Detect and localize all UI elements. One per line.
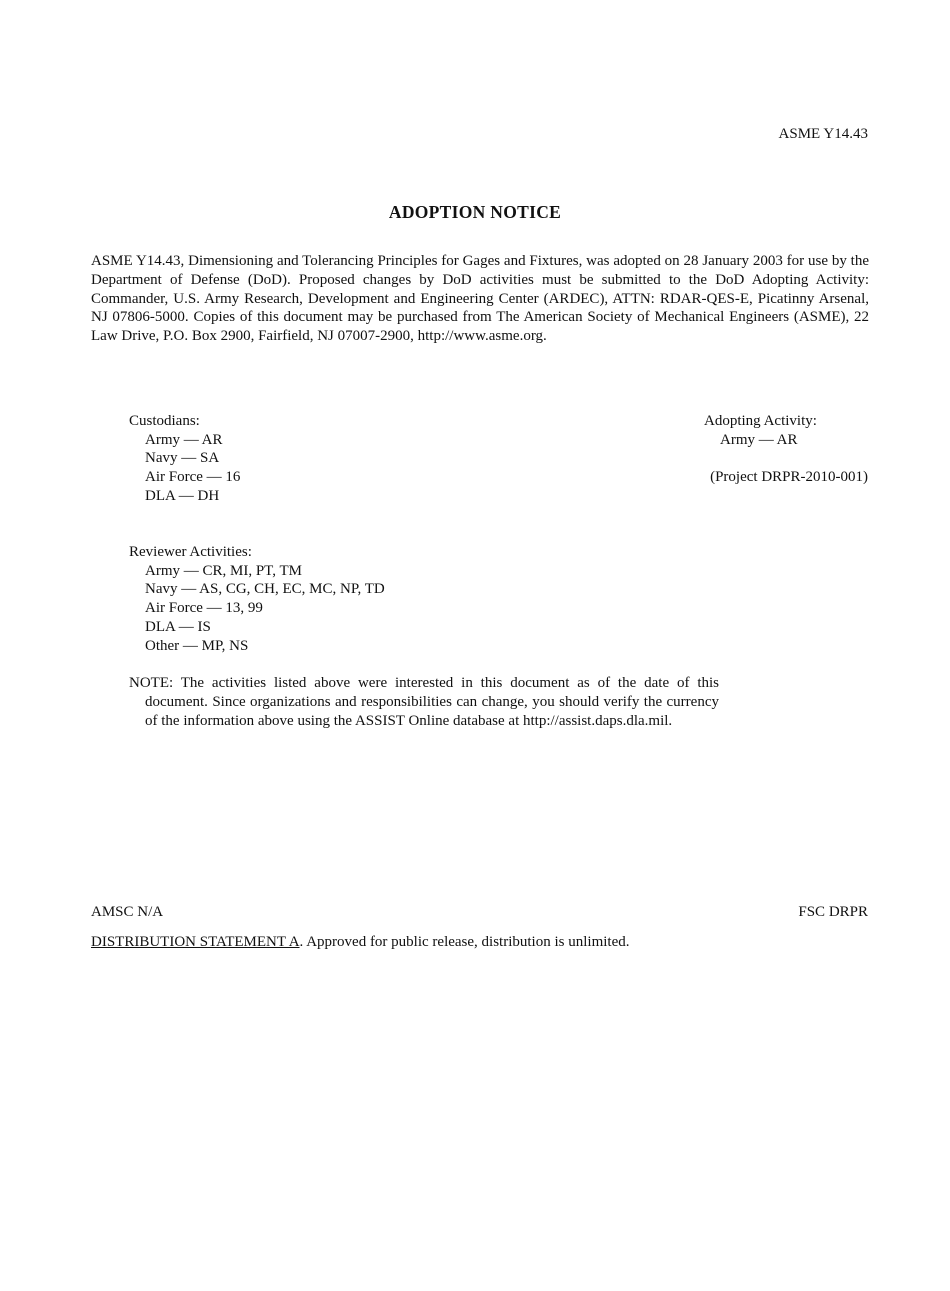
document-code: ASME Y14.43 [778, 126, 868, 142]
note-paragraph: NOTE: The activities listed above were interested in this document as of the date of this document. Since organizations and responsibilities can change, you should verify the currency of the information above using the ASSIST Online database at http://assist.daps.dla.mil. [129, 675, 719, 729]
project-number: (Project DRPR-2010-001) [710, 469, 868, 485]
intro-paragraph: ASME Y14.43, Dimensioning and Tolerancing Principles for Gages and Fixtures, was adopted on 28 January 2003 for use by the Department of Defense (DoD). Proposed changes by DoD activities must be submitted to the DoD Adopting Activity: Commander, U.S. Army Research, Development and Engineering Center (ARDEC), ATTN: RDAR-QES-E, Picatinny Arsenal, NJ 07806-5000. Copies of this document may be purchased from The American Society of Mechanical Engineers (ASME), 22 Law Drive, P.O. Box 2900, Fairfield, NJ 07007-2900, http://www.asme.org. [91, 253, 869, 345]
page-title: ADOPTION NOTICE [388, 202, 562, 222]
custodian-item: Army — AR [145, 431, 223, 448]
custodian-item: Air Force — 16 [145, 469, 241, 486]
reviewer-item: Other — MP, NS [145, 637, 249, 654]
adopting-activity-heading: Adopting Activity: [704, 413, 817, 429]
reviewer-item: Army — CR, MI, PT, TM [145, 562, 302, 579]
custodian-item: DLA — DH [145, 487, 220, 504]
reviewer-item: DLA — IS [145, 618, 211, 635]
custodians-block [129, 412, 240, 506]
distribution-label: DISTRIBUTION STATEMENT A [91, 934, 300, 950]
reviewer-item: Navy — AS, CG, CH, EC, MC, NP, TD [145, 581, 385, 598]
fsc-code: FSC DRPR [798, 904, 868, 920]
reviewer-item: Air Force — 13, 99 [145, 600, 263, 617]
distribution-statement [91, 934, 629, 951]
reviewer-activities-block [129, 543, 385, 655]
reviewer-activities-heading: Reviewer Activities: [129, 544, 252, 560]
custodian-item: Navy — SA [145, 450, 220, 467]
amsc-code: AMSC N/A [91, 904, 164, 920]
adopting-activity-block [704, 412, 817, 449]
distribution-text: . Approved for public release, distribution is unlimited. [299, 934, 630, 950]
custodians-heading: Custodians: [129, 413, 200, 429]
adopting-activity-item: Army — AR [720, 431, 798, 448]
